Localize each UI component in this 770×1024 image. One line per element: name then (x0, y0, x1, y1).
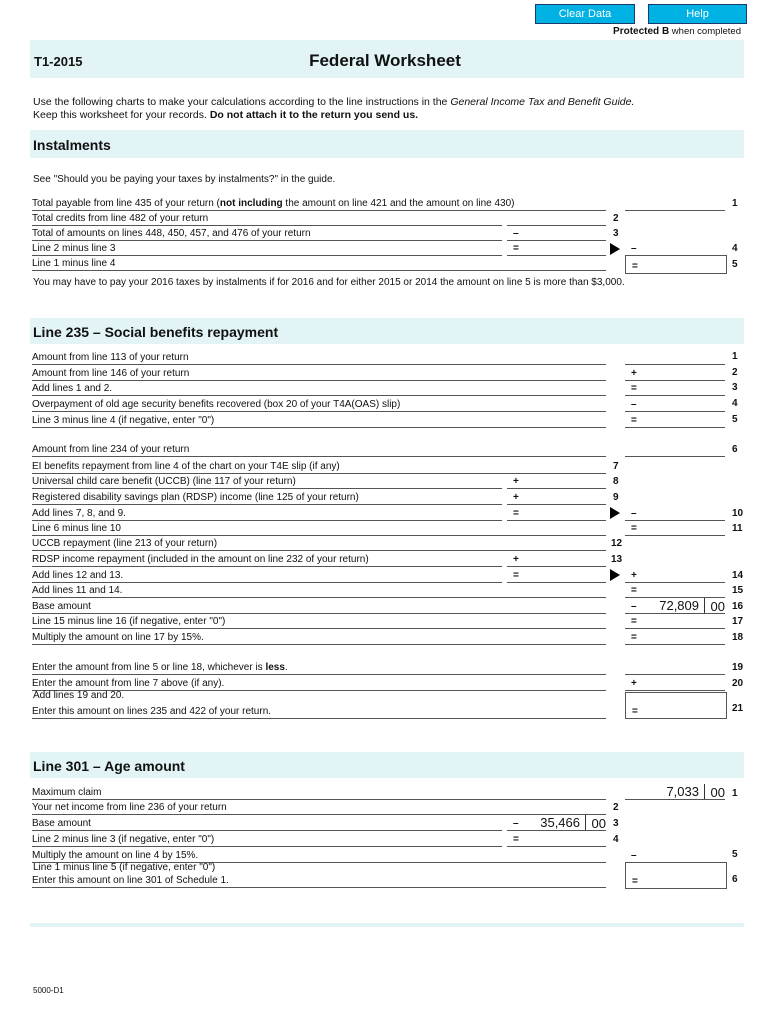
line301-line-5-field[interactable]: – (625, 847, 725, 863)
line235-row-14: Add lines 12 and 13. (32, 567, 502, 583)
line235-line-21-field[interactable]: = (625, 692, 727, 719)
line235-row-19: Enter the amount from line 5 or line 18, whichever is less. (32, 659, 606, 675)
line235-line-11-field[interactable]: = (625, 520, 725, 536)
line-number: 7 (613, 461, 619, 472)
line-number: 20 (732, 678, 744, 689)
instalments-note: See "Should you be paying your taxes by instalments?" in the guide. (33, 174, 336, 185)
line-number: 9 (613, 492, 619, 503)
line235-line-6-field[interactable] (625, 441, 725, 457)
line235-line-9-field[interactable]: + (507, 489, 606, 505)
line235-base-amount-field: – 72,809 00 (625, 598, 725, 614)
line-number: 4 (732, 398, 738, 409)
line235-row-20: Enter the amount from line 7 above (if any). (32, 675, 606, 691)
line-number: 11 (732, 523, 743, 534)
line235-line-20-field[interactable]: + (625, 675, 725, 691)
instalments-title: Instalments (33, 137, 111, 153)
line235-row-21: Enter this amount on lines 235 and 422 of your return. (32, 703, 606, 719)
line235-line-13-field[interactable]: + (507, 551, 606, 567)
line-number: 16 (732, 601, 744, 612)
instalments-line-3-field[interactable]: – (507, 225, 606, 241)
line235-row-17: Line 15 minus line 16 (if negative, enter "0") (32, 613, 606, 629)
line-number: 15 (732, 585, 744, 596)
section-band (30, 134, 744, 158)
line235-row-2: Amount from line 146 of your return (32, 365, 606, 381)
line235-line-14-field[interactable]: + (625, 567, 725, 583)
line301-line-4-field[interactable]: = (507, 831, 606, 847)
line-number: 8 (613, 476, 619, 487)
line235-row-9: Registered disability savings plan (RDSP) income (line 125 of your return) (32, 489, 502, 505)
protected-b-label: Protected B when completed (613, 26, 741, 37)
line301-title: Line 301 – Age amount (33, 758, 185, 774)
line301-row-6a: Line 1 minus line 5 (if negative, enter "0") (33, 862, 216, 873)
line-number: 1 (732, 351, 738, 362)
line235-line-17-field[interactable]: = (625, 613, 725, 629)
line235-line-5-field[interactable]: = (625, 412, 725, 428)
line235-line-10a-field[interactable]: = (507, 505, 606, 521)
line-number: 5 (732, 849, 738, 860)
line-number: 17 (732, 616, 744, 627)
line301-row-2: Your net income from line 236 of your return (32, 799, 606, 815)
line301-base-amount-field: – 35,466 00 (507, 815, 606, 831)
arrow-icon (610, 243, 620, 255)
line235-line-15-field[interactable]: = (625, 582, 725, 598)
line235-line-19-field[interactable] (625, 659, 725, 675)
section-divider (30, 923, 744, 927)
instalments-footnote: You may have to pay your 2016 taxes by instalments if for 2016 and for either 2015 or 2014 the amount on line 5 is more than $3,000. (33, 277, 625, 288)
line235-row-11: Line 6 minus line 10 (32, 520, 606, 536)
line-number: 3 (732, 382, 738, 393)
page-title: Federal Worksheet (309, 51, 461, 70)
instalments-line-2-field[interactable] (507, 210, 606, 226)
instalments-row-2: Total credits from line 482 of your return (32, 210, 502, 226)
instalments-line-4-field[interactable]: – (625, 240, 725, 256)
form-code: 5000-D1 (33, 986, 64, 995)
line301-row-4: Line 2 minus line 3 (if negative, enter "0") (32, 831, 502, 847)
line-number: 10 (732, 508, 744, 519)
form-id: T1-2015 (34, 54, 83, 69)
line-number: 1 (732, 198, 738, 209)
line-number: 4 (613, 834, 619, 845)
line301-row-5: Multiply the amount on line 4 by 15%. (32, 847, 606, 863)
line235-row-8: Universal child care benefit (UCCB) (line 117 of your return) (32, 473, 502, 489)
line-number: 3 (613, 228, 619, 239)
line235-row-7: EI benefits repayment from line 4 of the chart on your T4E slip (if any) (32, 458, 606, 474)
instalments-row-3: Total of amounts on lines 448, 450, 457, and 476 of your return (32, 225, 502, 241)
line235-row-3: Add lines 1 and 2. (32, 380, 606, 396)
line235-line-14a-field[interactable]: = (507, 567, 606, 583)
line-number: 6 (732, 444, 738, 455)
line235-row-13: RDSP income repayment (included in the amount on line 232 of your return) (32, 551, 502, 567)
instalments-row-5: Line 1 minus line 4 (32, 255, 606, 271)
line-number: 14 (732, 570, 744, 581)
line235-row-1: Amount from line 113 of your return (32, 349, 606, 365)
line-number: 2 (732, 367, 738, 378)
line-number: 12 (611, 538, 623, 549)
instalments-line-4a-field[interactable]: = (507, 240, 606, 256)
line235-row-12: UCCB repayment (line 213 of your return) (32, 535, 606, 551)
line-number: 21 (732, 703, 744, 714)
line-number: 5 (732, 259, 738, 270)
line235-row-18: Multiply the amount on line 17 by 15%. (32, 629, 606, 645)
line-number: 3 (613, 818, 619, 829)
line235-line-10-field[interactable]: – (625, 505, 725, 521)
line-number: 2 (613, 802, 619, 813)
line301-row-3: Base amount (32, 815, 502, 831)
intro-text: Use the following charts to make your calculations according to the line instructions in the General Income Tax and Benefit Guide. Keep this worksheet for your records. Do not attach it to the return you send us. (33, 96, 635, 121)
line235-line-1-field[interactable] (625, 349, 725, 365)
line235-line-18-field[interactable]: = (625, 629, 725, 645)
line235-row-21a: Add lines 19 and 20. (33, 690, 125, 701)
line235-row-6: Amount from line 234 of your return (32, 441, 606, 457)
arrow-icon (610, 569, 620, 581)
line235-row-4: Overpayment of old age security benefits recovered (box 20 of your T4A(OAS) slip) (32, 396, 606, 412)
line235-line-8-field[interactable]: + (507, 473, 606, 489)
line-number: 19 (732, 662, 744, 673)
line301-max-claim-field: 7,033 00 (625, 784, 725, 800)
line-number: 5 (732, 414, 738, 425)
instalments-line-1-field[interactable] (625, 195, 725, 211)
line301-line-6-field[interactable]: = (625, 862, 727, 889)
line-number: 4 (732, 243, 738, 254)
line301-row-6: Enter this amount on line 301 of Schedule 1. (32, 872, 606, 888)
line235-line-2-field[interactable]: + (625, 365, 725, 381)
line-number: 2 (613, 213, 619, 224)
line235-row-15: Add lines 11 and 14. (32, 582, 606, 598)
line301-row-1: Maximum claim (32, 784, 606, 800)
line-number: 18 (732, 632, 744, 643)
line235-row-16: Base amount (32, 598, 606, 614)
instalments-row-1: Total payable from line 435 of your return (not including the amount on line 421 and the amount on line 430) (32, 195, 606, 211)
instalments-row-4: Line 2 minus line 3 (32, 240, 502, 256)
help-button[interactable]: Help (648, 4, 747, 24)
line235-title: Line 235 – Social benefits repayment (33, 324, 279, 340)
arrow-icon (610, 507, 620, 519)
line235-row-10: Add lines 7, 8, and 9. (32, 505, 502, 521)
instalments-line-5-field[interactable]: = (625, 255, 727, 274)
clear-data-button[interactable]: Clear Data (535, 4, 635, 24)
line-number: 6 (732, 874, 738, 885)
line-number: 13 (611, 554, 623, 565)
line235-line-4-field[interactable]: – (625, 396, 725, 412)
line-number: 1 (732, 788, 738, 799)
line235-line-3-field[interactable]: = (625, 380, 725, 396)
line235-row-5: Line 3 minus line 4 (if negative, enter "0") (32, 412, 606, 428)
